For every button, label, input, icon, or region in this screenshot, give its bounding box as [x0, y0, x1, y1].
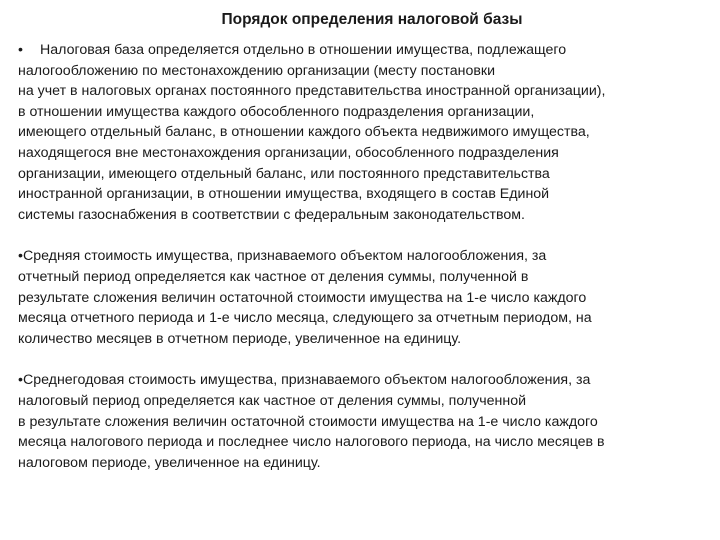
paragraph-line: месяца налогового периода и последнее число налогового периода, на число месяцев в	[18, 434, 605, 451]
paragraph-line: иностранной организации, в отношении имущества, входящего в состав Единой	[18, 186, 550, 203]
paragraph-line: налоговом периоде, увеличенное на единицу.	[18, 454, 321, 471]
paragraph-line	[18, 40, 708, 61]
paragraph-line: в отношении имущества каждого обособленного подразделения организации,	[18, 103, 535, 120]
paragraph-line: месяца отчетного периода и 1-е число месяца, следующего за отчетным периодом, на	[18, 310, 592, 327]
paragraph-annual-average-value	[18, 370, 708, 473]
paragraph-line: имеющего отдельный баланс, в отношении каждого объекта недвижимого имущества,	[18, 124, 590, 141]
slide-title: Порядок определения налоговой базы	[221, 11, 523, 28]
paragraph-line: налогообложению по местонахождению организации (месту постановки	[18, 62, 496, 79]
paragraph-line: налоговый период определяется как частное от деления суммы, полученной	[18, 392, 527, 409]
bullet-icon: •	[18, 248, 23, 265]
paragraph-line: организации, имеющего отдельный баланс, или постоянного представительства	[18, 165, 550, 182]
paragraph-line: в результате сложения величин остаточной стоимости имущества на 1-е число каждого	[18, 413, 598, 430]
paragraph-line	[18, 370, 708, 391]
paragraph-line	[18, 246, 708, 267]
paragraph-text: Среднегодовая стоимость имущества, признаваемого объектом налогообложения, за	[22, 372, 591, 389]
paragraph-text: Налоговая база определяется отдельно в отношении имущества, подлежащего	[40, 42, 567, 58]
paragraph-line: системы газоснабжения в соответствии с федеральным законодательством.	[18, 206, 525, 223]
paragraph-line: на учет в налоговых органах постоянного представительства иностранной организации),	[18, 83, 606, 100]
bullet-icon: •	[18, 372, 23, 389]
paragraph-line: результате сложения величин остаточной стоимости имущества на 1-е число каждого	[18, 289, 587, 306]
paragraph-line: отчетный период определяется как частное от деления суммы, полученной в	[18, 268, 529, 285]
paragraph-average-value	[18, 246, 708, 349]
bullet-icon: •	[18, 42, 23, 58]
paragraph-text: Средняя стоимость имущества, признаваемого объектом налогообложения, за	[22, 248, 547, 265]
paragraph-tax-base	[18, 40, 708, 225]
paragraph-line: количество месяцев в отчетном периоде, увеличенное на единицу.	[18, 330, 462, 347]
paragraph-line: находящегося вне местонахождения организации, обособленного подразделения	[18, 144, 559, 161]
